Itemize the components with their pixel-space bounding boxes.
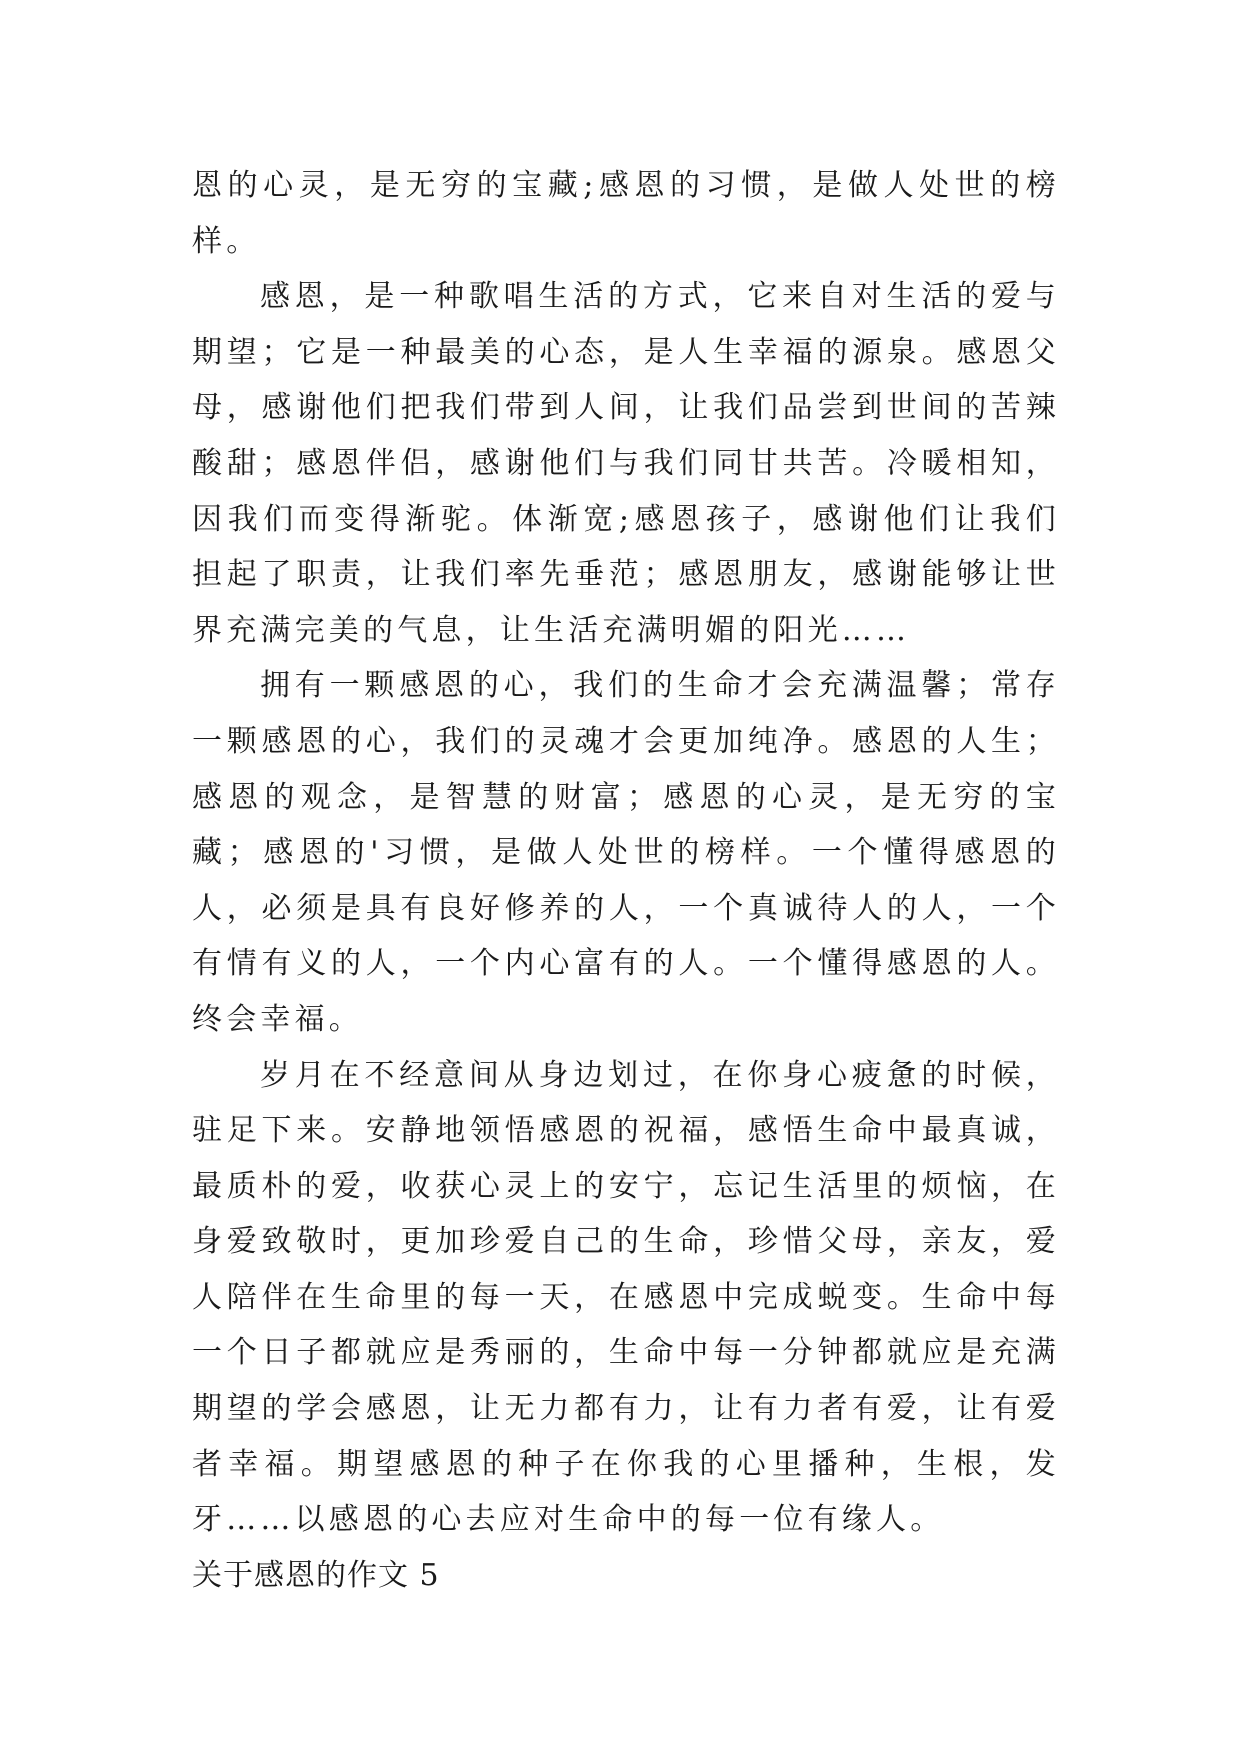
paragraph-1: 恩的心灵，是无穷的宝藏;感恩的习惯，是做人处世的榜样。 — [192, 168, 1060, 259]
paragraph-3: 拥有一颗感恩的心，我们的生命才会充满温馨；常存一颗感恩的心，我们的灵魂才会更加纯净。感恩的人生；感恩的观念，是智慧的财富；感恩的心灵，是无穷的宝藏；感恩的'习惯，是做人处世的榜样。一个懂得感恩的人，必须是具有良好修养的人，一个真诚待人的人，一个有情有义的人，一个内心富有的人。一个懂得感恩的人。终会幸福。 — [192, 668, 1060, 1037]
document-body — [192, 158, 1060, 1603]
section-heading: 关于感恩的作文 5 — [192, 1557, 440, 1593]
paragraph-2: 感恩，是一种歌唱生活的方式，它来自对生活的爱与期望；它是一种最美的心态，是人生幸福的源泉。感恩父母，感谢他们把我们带到人间，让我们品尝到世间的苦辣酸甜；感恩伴侣，感谢他们与我们同甘共苦。冷暖相知，因我们而变得渐驼。体渐宽;感恩孩子，感谢他们让我们担起了职责，让我们率先垂范；感恩朋友，感谢能够让世界充满完美的气息，让生活充满明媚的阳光…… — [192, 279, 1060, 648]
paragraph-4: 岁月在不经意间从身边划过，在你身心疲惫的时候，驻足下来。安静地领悟感恩的祝福，感悟生命中最真诚，最质朴的爱，收获心灵上的安宁，忘记生活里的烦恼，在身爱致敬时，更加珍爱自己的生命，珍惜父母，亲友，爱人陪伴在生命里的每一天，在感恩中完成蜕变。生命中每一个日子都就应是秀丽的，生命中每一分钟都就应是充满期望的学会感恩，让无力都有力，让有力者有爱，让有爱者幸福。期望感恩的种子在你我的心里播种，生根，发牙……以感恩的心去应对生命中的每一位有缘人。 — [192, 1057, 1060, 1538]
